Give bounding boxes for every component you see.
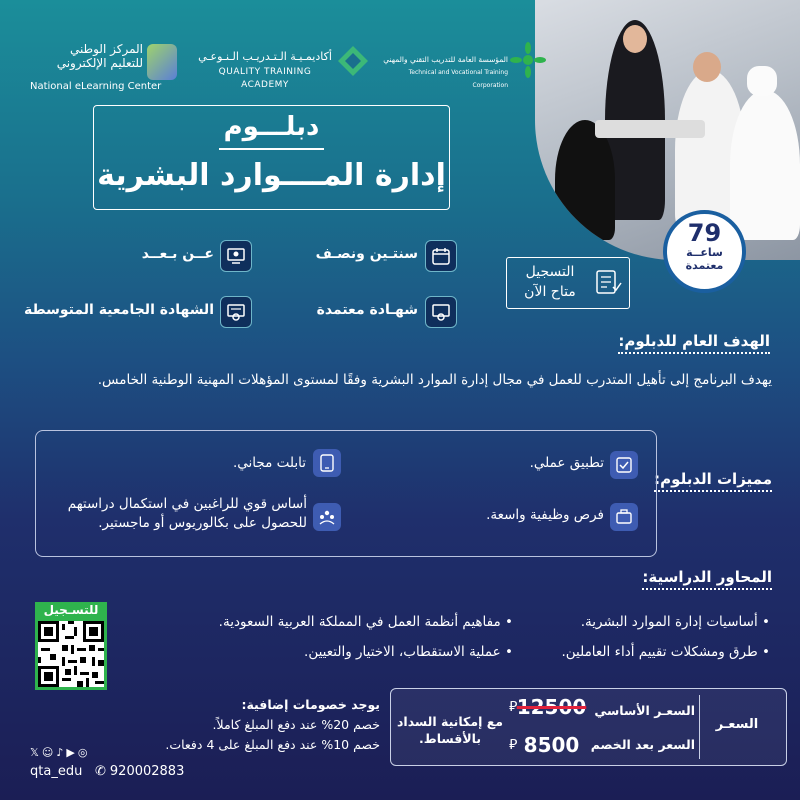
- discount-price-value: 8500: [523, 733, 580, 757]
- axis-item-4: • عملية الاستقطاب، الاختيار والتعيين.: [304, 644, 513, 660]
- fact-requirement: الشهادة الجامعية المتوسطة: [23, 302, 214, 318]
- qta-name-en: QUALITY TRAINING ACADEMY: [218, 67, 312, 90]
- title-box: [93, 105, 450, 210]
- feature-jobs: فرص وظيفية واسعة.: [486, 507, 604, 523]
- briefcase-icon: [610, 503, 638, 531]
- axis-item-3-text: طرق ومشكلات تقييم أداء العاملين.: [561, 644, 758, 660]
- registration-qr-code[interactable]: [35, 618, 107, 690]
- nec-name-line2: للتعليم الإلكتروني: [56, 56, 143, 70]
- axis-item-1: • أساسيات إدارة الموارد البشرية.: [580, 614, 770, 630]
- register-line1: التسجيل: [525, 264, 575, 280]
- axis-item-1-text: أساسيات إدارة الموارد البشرية.: [580, 614, 758, 630]
- discount-installments: خصم 10% عند دفع المبلغ على 4 دفعات.: [165, 737, 380, 752]
- currency-icon: ⃁: [509, 699, 518, 715]
- axis-item-2-text: مفاهيم أنظمة العمل في المملكة العربية السعودية.: [218, 614, 501, 630]
- online-learning-icon: [220, 240, 252, 272]
- credit-hours-label2: معتمدة: [685, 259, 724, 272]
- practice-icon: [610, 451, 638, 479]
- axes-heading: المحاور الدراسية:: [642, 568, 772, 590]
- social-icons: [30, 746, 87, 759]
- calendar-icon: [425, 240, 457, 272]
- nec-name-line1: المركز الوطني: [69, 42, 143, 56]
- feature-further-study: أساس قوي للراغبين في استكمال دراستهم للحصول على بكالوريوس أو ماجستير.: [67, 496, 307, 531]
- features-heading: مميزات الدبلوم:: [654, 470, 772, 492]
- nec-logo-text: [28, 42, 143, 70]
- register-line2: متاح الآن: [524, 284, 576, 300]
- register-box[interactable]: [506, 257, 630, 309]
- qta-logo-icon: [336, 44, 370, 78]
- base-price-label: السعـر الأساسي: [594, 703, 695, 718]
- feature-practical: تطبيق عملي.: [529, 455, 604, 471]
- youtube-icon[interactable]: ▶: [66, 746, 75, 759]
- registration-form-icon: [593, 267, 623, 297]
- features-box: [35, 430, 657, 557]
- axis-item-2: • مفاهيم أنظمة العمل في المملكة العربية السعودية.: [218, 614, 513, 630]
- feature-tablet: تابلت مجاني.: [232, 455, 306, 471]
- axis-item-4-text: عملية الاستقطاب، الاختيار والتعيين.: [304, 644, 501, 660]
- base-price: [509, 695, 594, 719]
- goal-heading: الهدف العام للدبلوم:: [618, 332, 770, 354]
- tiktok-icon[interactable]: ♪: [56, 746, 64, 759]
- graduates-icon: [313, 503, 341, 531]
- tvtc-name-ar: المؤسسة العامة للتدريب التقني والمهني: [383, 55, 508, 64]
- credit-hours-badge: [663, 210, 746, 293]
- credit-hours-label1: ساعــة: [686, 246, 723, 259]
- price-title: السعـر: [715, 717, 759, 732]
- qta-name-ar: أكاديمـيـة الـتـدريـب الـنـوعـي: [198, 50, 332, 63]
- instagram-icon[interactable]: ◎: [77, 746, 88, 759]
- fact-duration: سنتـين ونصـف: [315, 246, 418, 262]
- x-icon[interactable]: 𝕏: [30, 746, 39, 759]
- phone: [95, 764, 184, 779]
- certificate-icon: [425, 296, 457, 328]
- phone-number[interactable]: 920002883: [109, 764, 185, 779]
- nec-name-en: National eLearning Center: [30, 81, 162, 92]
- credit-hours-number: 79: [687, 219, 722, 247]
- fact-certificate: شهـادة معتمدة: [316, 302, 418, 318]
- social-handle: qta_edu: [30, 764, 83, 779]
- discount-full-payment: خصم 20% عند دفع المبلغ كاملاً.: [212, 717, 380, 732]
- tvtc-name-en: Technical and Vocational Training Corporation: [408, 69, 508, 89]
- currency-icon-2: ⃁: [509, 737, 518, 753]
- base-price-value: 12500: [516, 695, 587, 719]
- discounts-heading: يوجد خصومات إضافية:: [241, 697, 380, 712]
- axis-item-3: • طرق ومشكلات تقييم أداء العاملين.: [561, 644, 770, 660]
- nec-logo-icon: [147, 44, 177, 80]
- snapchat-icon[interactable]: ☺: [41, 746, 54, 759]
- diploma-icon: [220, 296, 252, 328]
- discount-price: [509, 733, 594, 757]
- tablet-icon: [313, 449, 341, 477]
- tvtc-logo-icon: [510, 42, 546, 78]
- qr-label: للتسـجيل: [35, 602, 107, 618]
- installments-note: مع إمكانية السداد بالأقساط.: [397, 714, 503, 746]
- discount-price-label: السعر بعد الخصم: [590, 737, 695, 752]
- phone-icon: ✆: [95, 764, 106, 779]
- title-program: إدارة المــــوارد البشرية: [97, 158, 446, 193]
- goal-text: يهدف البرنامج إلى تأهيل المتدرب للعمل في مجال إدارة الموارد البشرية وفقًا لمستوى المؤهلات المهنية الوطنية الخامس.: [97, 372, 772, 388]
- price-box: [390, 688, 787, 766]
- fact-mode: عــن بـعــد: [141, 246, 214, 262]
- title-diploma: دبلـــوم: [223, 112, 320, 142]
